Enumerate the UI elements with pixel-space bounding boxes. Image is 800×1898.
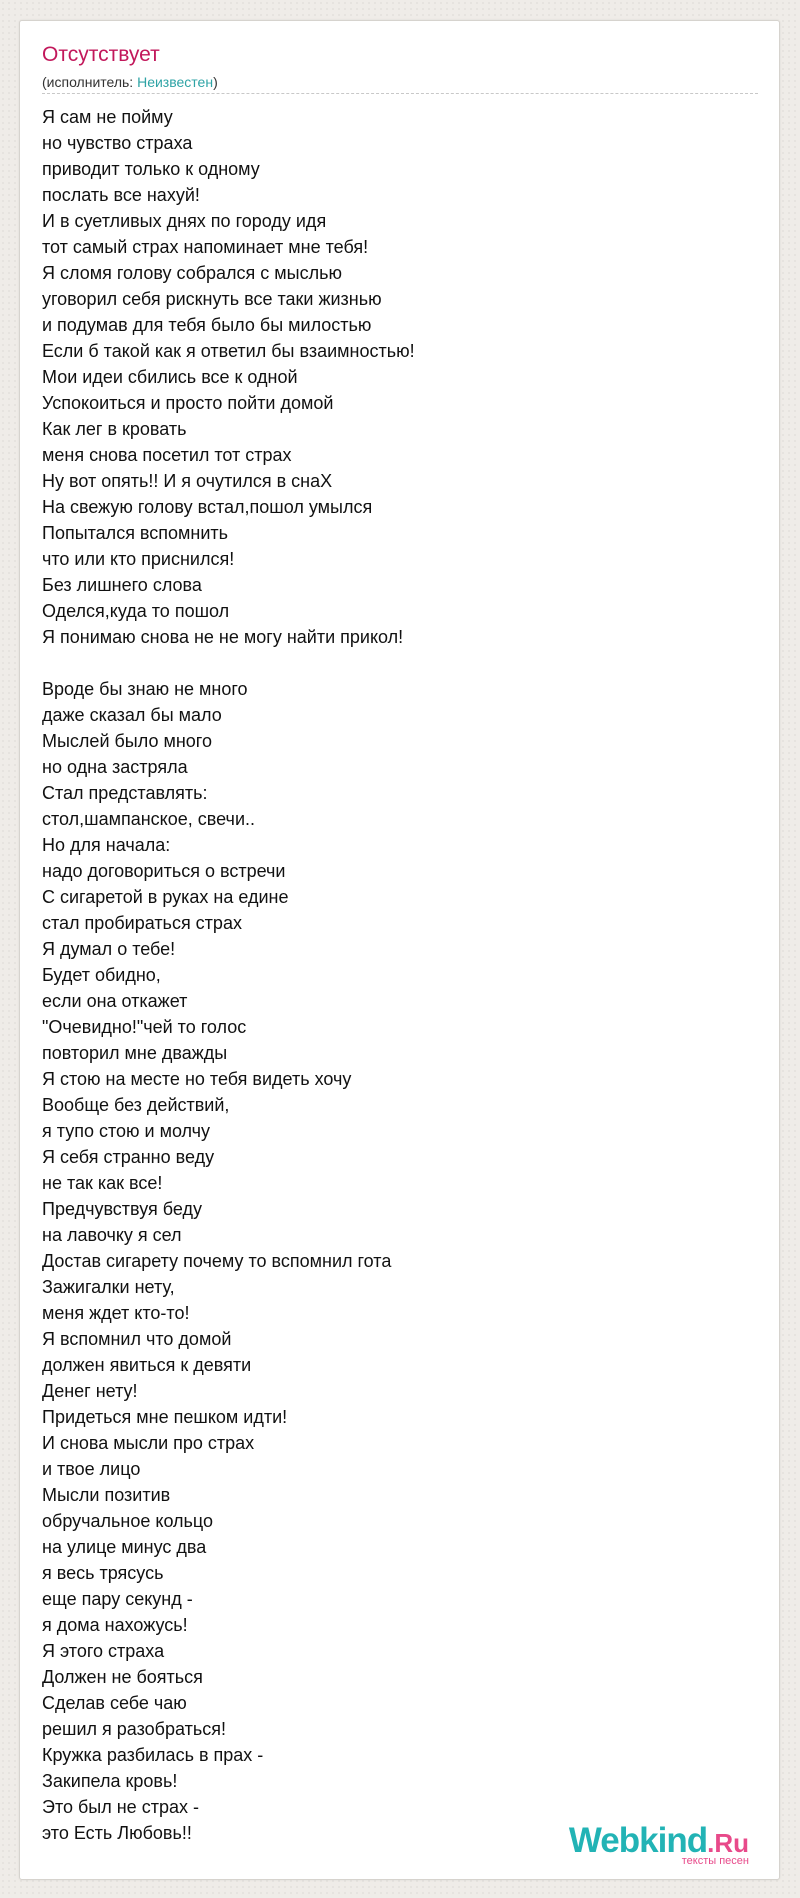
lyric-line: еще пару секунд -: [42, 1589, 193, 1609]
lyric-line: я весь трясусь: [42, 1563, 164, 1583]
lyric-line: И в суетливых днях по городу идя: [42, 211, 327, 231]
lyric-line: Сделав себе чаю: [42, 1693, 187, 1713]
lyrics-card: [19, 20, 780, 1880]
lyric-line: приводит только к одному: [42, 159, 260, 179]
lyric-line: Должен не бояться: [42, 1667, 203, 1687]
lyric-line: Я стою на месте но тебя видеть хочу: [42, 1069, 352, 1089]
lyric-line: Я сам не пойму: [42, 107, 173, 127]
lyric-line: на лавочку я сел: [42, 1225, 182, 1245]
lyric-line: если она откажет: [42, 991, 188, 1011]
title-divider: [42, 93, 758, 94]
song-title: Отсутствует: [42, 43, 160, 66]
lyric-line: Придеться мне пешком идти!: [42, 1407, 288, 1427]
lyric-line: Попытался вспомнить: [42, 523, 229, 543]
lyric-line: Без лишнего слова: [42, 575, 202, 595]
lyric-line: даже сказал бы мало: [42, 705, 222, 725]
lyric-line: Вроде бы знаю не много: [42, 679, 248, 699]
lyric-line: Оделся,куда то пошол: [42, 601, 230, 621]
lyric-line: на улице минус два: [42, 1537, 207, 1557]
lyric-line: меня ждет кто-то!: [42, 1303, 190, 1323]
logo-tagline: тексты песен: [681, 1855, 749, 1867]
lyric-line: Мои идеи сбились все к одной: [42, 367, 298, 387]
lyric-line: Успокоиться и просто пойти домой: [42, 393, 334, 413]
lyric-line: Я себя странно веду: [42, 1147, 215, 1167]
lyric-line: я тупо стою и молчу: [42, 1121, 211, 1141]
lyric-line: Денег нету!: [42, 1381, 138, 1401]
lyric-line: Кружка разбилась в прах -: [42, 1745, 264, 1765]
lyric-line: На свежую голову встал,пошол умылся: [42, 497, 373, 517]
lyric-line: Но для начала:: [42, 835, 171, 855]
artist-line: [42, 74, 218, 90]
lyric-line: Я думал о тебе!: [42, 939, 176, 959]
lyric-line: не так как все!: [42, 1173, 163, 1193]
lyric-line: Это был не страх -: [42, 1797, 199, 1817]
lyric-line: и подумав для тебя было бы милостью: [42, 315, 372, 335]
lyric-line: надо договориться о встречи: [42, 861, 286, 881]
lyric-line: "Очевидно!"чей то голос: [42, 1017, 247, 1037]
lyric-line: Достав сигарету почему то вспомнил гота: [42, 1251, 392, 1271]
lyric-line: Если б такой как я ответил бы взаимностью!: [42, 341, 415, 361]
logo-domain: .Ru: [707, 1828, 749, 1858]
lyric-line: решил я разобраться!: [42, 1719, 226, 1739]
lyric-line: Ну вот опять!! И я очутился в снаХ: [42, 471, 333, 491]
lyric-line: должен явиться к девяти: [42, 1355, 252, 1375]
lyric-line: Я понимаю снова не не могу найти прикол!: [42, 627, 404, 647]
lyric-line: повторил мне дважды: [42, 1043, 228, 1063]
lyric-line: Мысли позитив: [42, 1485, 171, 1505]
lyric-line: это Есть Любовь!!: [42, 1823, 192, 1843]
lyric-line: обручальное кольцо: [42, 1511, 214, 1531]
logo-name: Webkind: [568, 1821, 708, 1860]
lyric-line: Мыслей было много: [42, 731, 212, 751]
lyric-line: Предчувствуя беду: [42, 1199, 202, 1219]
artist-suffix: ): [213, 74, 218, 90]
lyric-line: что или кто приснился!: [42, 549, 235, 569]
lyric-line: Стал представлять:: [42, 783, 208, 803]
lyric-line: Я вспомнил что домой: [42, 1329, 232, 1349]
lyric-line: меня снова посетил тот страх: [42, 445, 292, 465]
lyric-line: но чувство страха: [42, 133, 193, 153]
lyric-line: послать все нахуй!: [42, 185, 200, 205]
lyric-line: Я этого страха: [42, 1641, 165, 1661]
artist-link[interactable]: Неизвестен: [137, 74, 214, 90]
lyric-line: Закипела кровь!: [42, 1771, 178, 1791]
lyric-line: Будет обидно,: [42, 965, 161, 985]
stanza-break: [42, 650, 758, 676]
lyric-line: Зажигалки нету,: [42, 1277, 175, 1297]
artist-prefix: (исполнитель:: [42, 74, 138, 90]
site-logo[interactable]: [568, 1821, 749, 1867]
lyric-line: стал пробираться страх: [42, 913, 242, 933]
lyric-line: С сигаретой в руках на едине: [42, 887, 289, 907]
lyric-line: но одна застряла: [42, 757, 188, 777]
lyric-line: стол,шампанское, свечи..: [42, 809, 255, 829]
lyric-line: уговорил себя рискнуть все таки жизнью: [42, 289, 382, 309]
lyric-line: Как лег в кровать: [42, 419, 187, 439]
lyric-line: я дома нахожусь!: [42, 1615, 188, 1635]
lyrics-text: [42, 104, 758, 1846]
lyric-line: и твое лицо: [42, 1459, 141, 1479]
lyric-line: Я сломя голову собрался с мыслью: [42, 263, 342, 283]
lyric-line: И снова мысли про страх: [42, 1433, 255, 1453]
lyric-line: тот самый страх напоминает мне тебя!: [42, 237, 369, 257]
lyric-line: Вообще без действий,: [42, 1095, 230, 1115]
